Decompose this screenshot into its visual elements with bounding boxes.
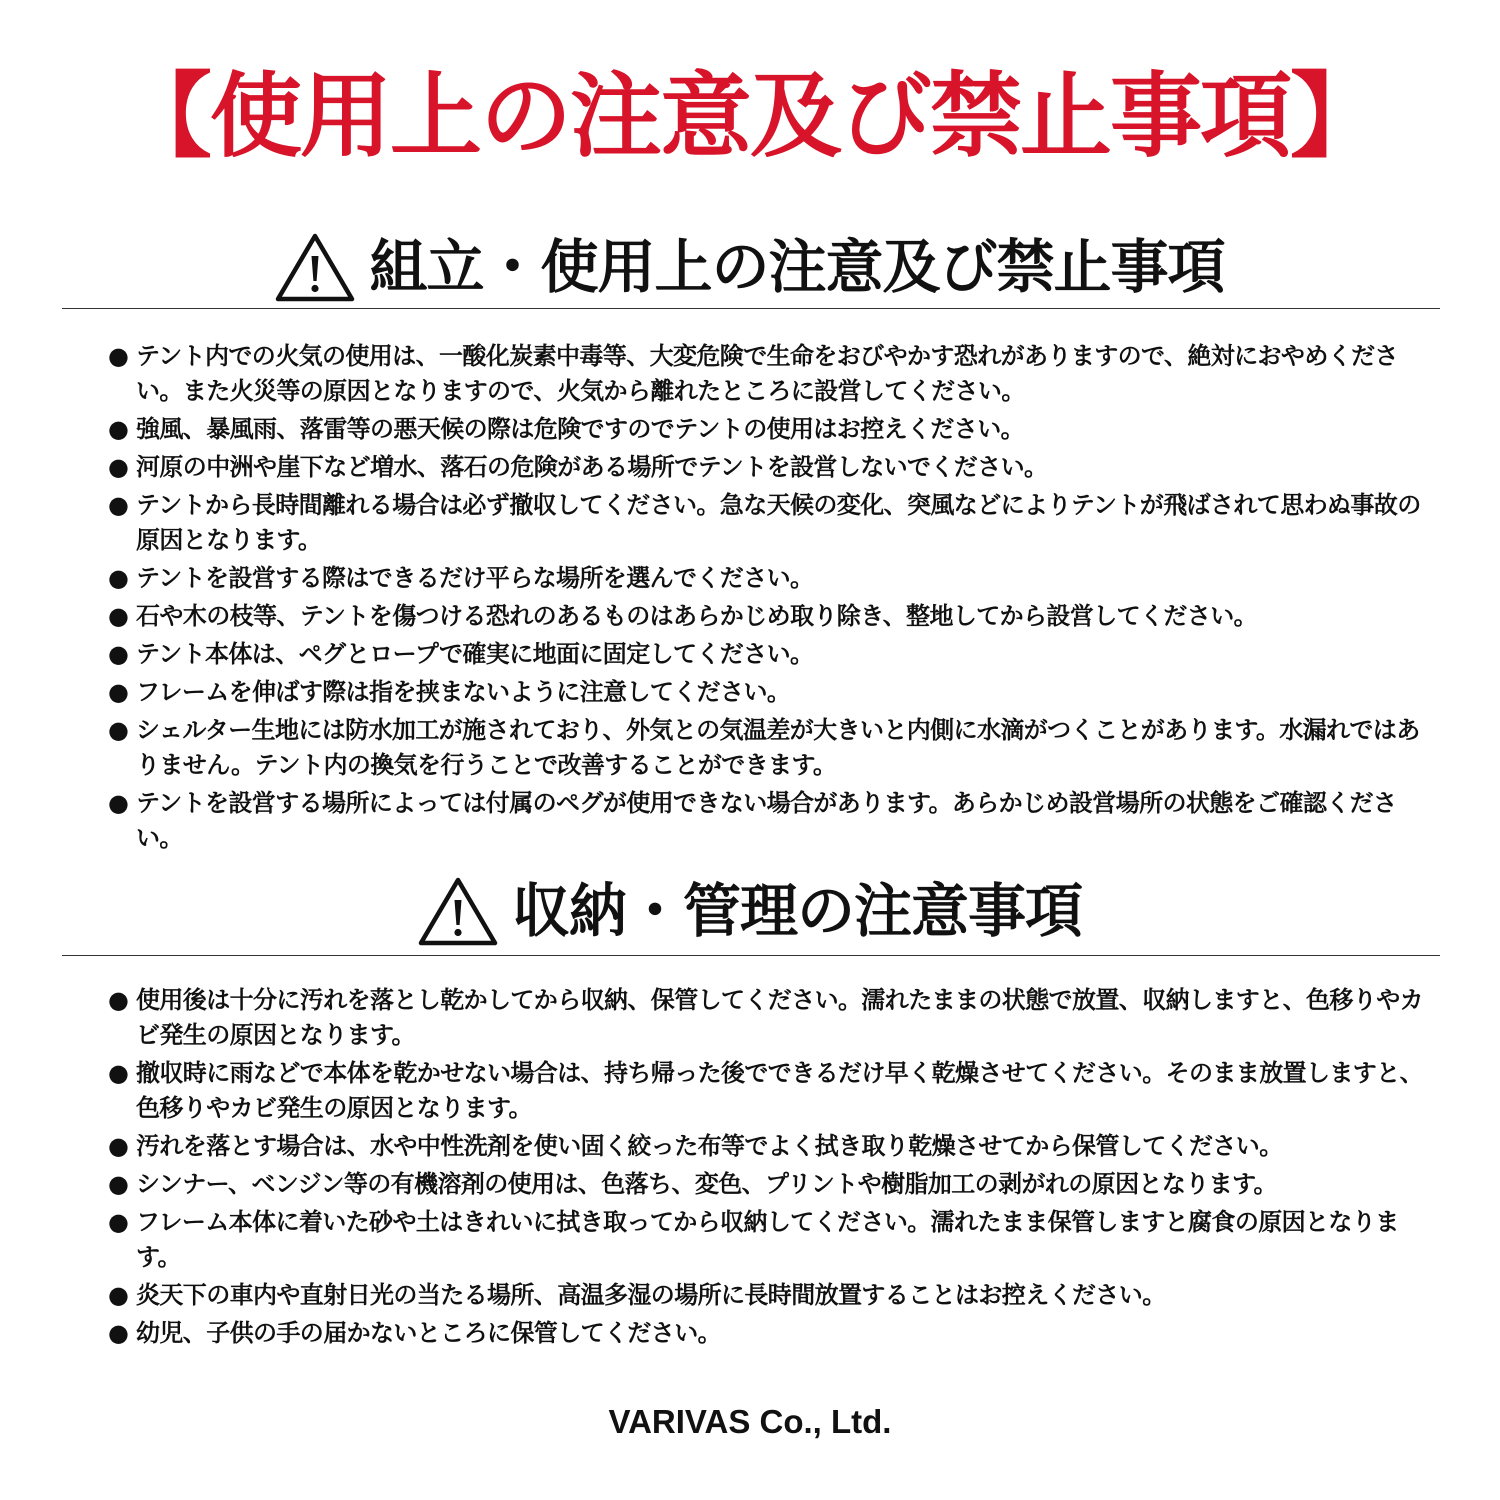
warning-triangle-icon: [275, 232, 355, 302]
section-heading-text: 収納・管理の注意事項: [511, 877, 1082, 945]
caution-item: [108, 1167, 1438, 1202]
caution-item-text: 石や木の枝等、テントを傷つける恐れのあるものはあらかじめ取り除き、整地してから設営してください。: [136, 602, 1258, 630]
caution-item: [108, 599, 1438, 634]
caution-item: [108, 713, 1438, 783]
bullet-icon: ●: [108, 491, 129, 519]
section-heading-storage: [0, 876, 1500, 946]
bullet-icon: ●: [108, 415, 129, 443]
caution-item: [108, 1056, 1438, 1126]
caution-item: [108, 412, 1438, 447]
caution-item-text: テント内での火気の使用は、一酸化炭素中毒等、大変危険で生命をおびやかす恐れがありますので、絶対におやめください。また火災等の原因となりますので、火気から離れたところに設営してください。: [136, 342, 1398, 405]
caution-item-text: 使用後は十分に汚れを落とし乾かしてから収納、保管してください。濡れたままの状態で放置、収納しますと、色移りやカビ発生の原因となります。: [136, 986, 1423, 1049]
section-heading-assembly: [0, 232, 1500, 302]
caution-item: [108, 786, 1438, 856]
caution-item: [108, 488, 1438, 558]
section-divider: [62, 308, 1440, 309]
bullet-icon: ●: [108, 602, 129, 630]
bullet-icon: ●: [108, 1170, 129, 1198]
caution-item-text: 撤収時に雨などで本体を乾かせない場合は、持ち帰った後でできるだけ早く乾燥させてください。そのまま放置しますと、色移りやカビ発生の原因となります。: [136, 1059, 1423, 1122]
bullet-icon: ●: [108, 986, 129, 1014]
bullet-icon: ●: [108, 789, 129, 817]
caution-item-text: テント本体は、ペグとロープで確実に地面に固定してください。: [136, 640, 814, 668]
caution-item-text: フレーム本体に着いた砂や土はきれいに拭き取ってから収納してください。濡れたまま保管しますと腐食の原因となります。: [136, 1208, 1399, 1271]
company-name: VARIVAS Co., Ltd.: [608, 1403, 892, 1440]
caution-item: [108, 1316, 1438, 1351]
caution-item-text: シンナー、ベンジン等の有機溶剤の使用は、色落ち、変色、プリントや樹脂加工の剥がれの原因となります。: [136, 1170, 1277, 1198]
bullet-icon: ●: [108, 678, 129, 706]
bullet-icon: ●: [108, 453, 129, 481]
caution-item-text: 河原の中洲や崖下など増水、落石の危険がある場所でテントを設営しないでください。: [136, 453, 1048, 481]
bullet-icon: ●: [108, 640, 129, 668]
caution-item: [108, 1278, 1438, 1313]
bullet-icon: ●: [108, 342, 129, 370]
caution-item-text: 汚れを落とす場合は、水や中性洗剤を使い固く絞った布等でよく拭き取り乾燥させてから保管してください。: [136, 1132, 1283, 1160]
caution-item-text: シェルター生地には防水加工が施されており、外気との気温差が大きいと内側に水滴がつくことがあります。水漏れではありません。テント内の換気を行うことで改善することができます。: [136, 716, 1420, 779]
caution-item: [108, 339, 1438, 409]
bullet-icon: ●: [108, 716, 129, 744]
caution-item-text: 幼児、子供の手の届かないところに保管してください。: [136, 1319, 721, 1347]
caution-item-text: テントから長時間離れる場合は必ず撤収してください。急な天候の変化、突風などによりテントが飛ばされて思わぬ事故の原因となります。: [136, 491, 1421, 554]
caution-item-text: 強風、暴風雨、落雷等の悪天候の際は危険ですのでテントの使用はお控えください。: [136, 415, 1024, 443]
page-title: 【使用上の注意及び禁止事項】: [119, 63, 1380, 170]
caution-item: [108, 450, 1438, 485]
bullet-icon: ●: [108, 1132, 129, 1160]
section-divider: [62, 955, 1440, 956]
bullet-icon: ●: [108, 1208, 129, 1236]
section-heading-text: 組立・使用上の注意及び禁止事項: [369, 233, 1225, 301]
caution-item-text: テントを設営する際はできるだけ平らな場所を選んでください。: [136, 564, 814, 592]
bullet-icon: ●: [108, 1319, 129, 1347]
bullet-icon: ●: [108, 1281, 129, 1309]
caution-list-storage: [108, 983, 1438, 1354]
caution-item: [108, 637, 1438, 672]
caution-item: [108, 561, 1438, 596]
bullet-icon: ●: [108, 564, 129, 592]
caution-item: [108, 1129, 1438, 1164]
caution-item-text: テントを設営する場所によっては付属のペグが使用できない場合があります。あらかじめ設営場所の状態をご確認ください。: [136, 789, 1397, 852]
caution-item: [108, 675, 1438, 710]
caution-item-text: 炎天下の車内や直射日光の当たる場所、高温多湿の場所に長時間放置することはお控えください。: [136, 1281, 1166, 1309]
caution-item-text: フレームを伸ばす際は指を挟まないように注意してください。: [136, 678, 791, 706]
warning-triangle-icon: [418, 876, 498, 946]
caution-item: [108, 983, 1438, 1053]
bullet-icon: ●: [108, 1059, 129, 1087]
caution-list-assembly: [108, 339, 1438, 859]
caution-item: [108, 1205, 1438, 1275]
